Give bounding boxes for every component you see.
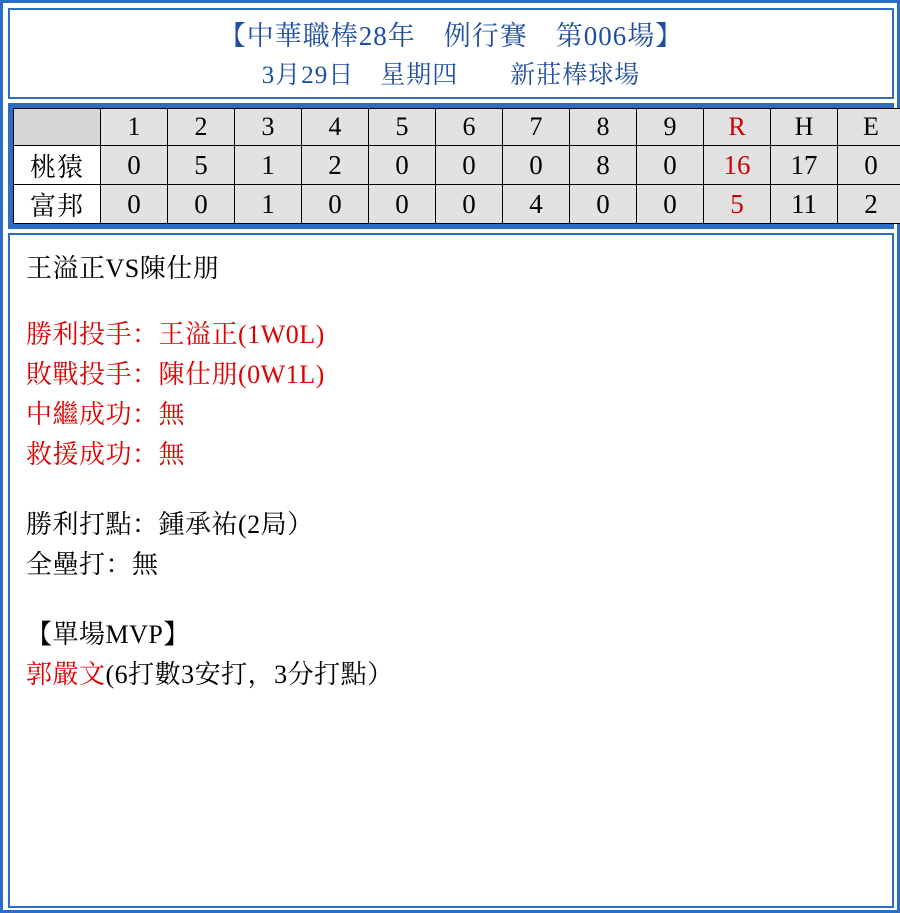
table-row (14, 146, 900, 185)
mvp-label: 【單場MVP】 (26, 620, 190, 649)
away-inning-1: 0 (101, 146, 168, 185)
home-errors: 2 (838, 185, 900, 224)
hold-pitcher: 中繼成功：無 (26, 400, 186, 429)
pitching-matchup: 王溢正VS陳仕朋 (26, 254, 220, 283)
away-inning-8: 8 (570, 146, 637, 185)
spacer-1 (26, 289, 876, 315)
table-header-row (14, 109, 900, 146)
header-cell-inning-4: 4 (302, 109, 369, 146)
page-title: 【中華職棒28年 例行賽 第006場】 (218, 21, 684, 51)
away-inning-7: 0 (503, 146, 570, 185)
header-cell-inning-9: 9 (637, 109, 704, 146)
header-cell-inning-6: 6 (436, 109, 503, 146)
header-cell-inning-2: 2 (168, 109, 235, 146)
row-team-name-away: 桃猿 (14, 146, 101, 185)
winning-pitcher: 勝利投手：王溢正(1W0L) (26, 320, 325, 349)
home-runs: 5 (704, 185, 771, 224)
mvp-player-detail: (6打數3安打，3分打點） (105, 660, 394, 689)
header-panel (8, 8, 894, 99)
away-runs: 16 (704, 146, 771, 185)
away-errors: 0 (838, 146, 900, 185)
away-inning-5: 0 (369, 146, 436, 185)
header-cell-inning-8: 8 (570, 109, 637, 146)
header-cell-inning-7: 7 (503, 109, 570, 146)
home-runs: 全壘打：無 (26, 550, 159, 579)
losing-pitcher: 敗戰投手：陳仕朋(0W1L) (26, 360, 325, 389)
spacer-2 (26, 475, 876, 505)
header-cell-inning-1: 1 (101, 109, 168, 146)
page-inner (8, 8, 894, 907)
header-cell-errors: E (838, 109, 900, 146)
home-inning-1: 0 (101, 185, 168, 224)
linescore-table (13, 108, 900, 224)
home-inning-8: 0 (570, 185, 637, 224)
away-hits: 17 (771, 146, 838, 185)
header-cell-inning-3: 3 (235, 109, 302, 146)
game-notes-panel (8, 233, 894, 908)
away-inning-4: 2 (302, 146, 369, 185)
header-cell-team (14, 109, 101, 146)
home-inning-9: 0 (637, 185, 704, 224)
game-date-venue: 3月29日 星期四 新莊棒球場 (261, 62, 641, 89)
home-inning-7: 4 (503, 185, 570, 224)
home-inning-6: 0 (436, 185, 503, 224)
home-inning-3: 1 (235, 185, 302, 224)
winning-rbi: 勝利打點：鍾承祐(2局） (26, 510, 314, 539)
header-cell-runs: R (704, 109, 771, 146)
home-hits: 11 (771, 185, 838, 224)
away-inning-9: 0 (637, 146, 704, 185)
mvp-player-name: 郭嚴文 (26, 660, 106, 689)
spacer-3 (26, 585, 876, 615)
home-inning-4: 0 (302, 185, 369, 224)
home-inning-5: 0 (369, 185, 436, 224)
away-inning-3: 1 (235, 146, 302, 185)
away-inning-2: 5 (168, 146, 235, 185)
home-inning-2: 0 (168, 185, 235, 224)
scoreboard-panel (8, 103, 894, 229)
header-cell-hits: H (771, 109, 838, 146)
row-team-name-home: 富邦 (14, 185, 101, 224)
table-row (14, 185, 900, 224)
save-pitcher: 救援成功：無 (26, 440, 186, 469)
header-cell-inning-5: 5 (369, 109, 436, 146)
away-inning-6: 0 (436, 146, 503, 185)
mvp-line (26, 655, 876, 695)
